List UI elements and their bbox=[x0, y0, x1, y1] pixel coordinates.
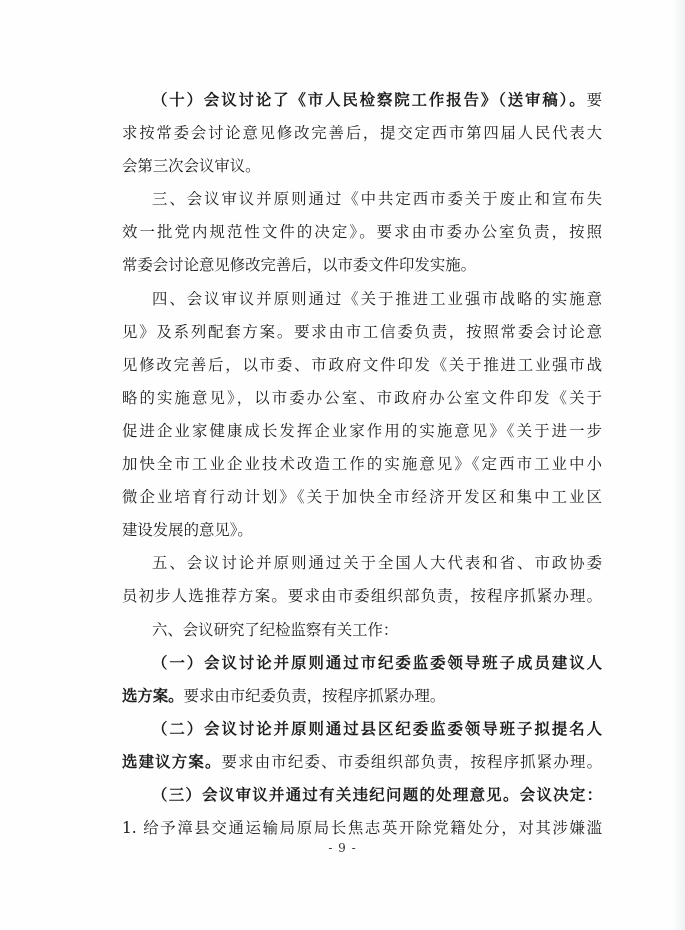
text-line bbox=[122, 713, 602, 746]
document-body bbox=[122, 84, 602, 845]
bold-text-segment: （三）会议审议并通过有关违纪问题的处理意见。会议决定： bbox=[152, 785, 602, 804]
text-segment: 略的实施意见》，以市委办公室、市政府办公室文件印发《关于 bbox=[122, 388, 602, 407]
text-segment: 建设发展的意见》。 bbox=[122, 521, 253, 540]
text-line bbox=[122, 117, 602, 150]
bold-text-segment: （十）会议讨论了《市人民检察院工作报告》（送审稿）。 bbox=[152, 91, 587, 109]
text-line bbox=[122, 183, 602, 216]
bold-text-segment: 选建议方案。 bbox=[122, 752, 222, 771]
text-segment: 效一批党内规范性文件的决定》。要求由市委办公室负责，按照 bbox=[122, 223, 602, 242]
text-line bbox=[122, 547, 602, 580]
text-line bbox=[122, 779, 602, 812]
text-line bbox=[122, 249, 602, 282]
text-segment: 五、会议讨论并原则通过关于全国人大代表和省、市政协委 bbox=[152, 554, 602, 573]
bold-text-segment: （一）会议讨论并原则通过市纪委监委领导班子成员建议人 bbox=[152, 653, 602, 672]
text-segment: 促进企业家健康成长发挥企业家作用的实施意见》《关于进一步 bbox=[122, 421, 602, 440]
text-line bbox=[122, 216, 602, 249]
text-line bbox=[122, 580, 602, 613]
bold-text-segment: 选方案。 bbox=[122, 686, 184, 705]
text-segment: 求按常委会讨论意见修改完善后，提交定西市第四届人民代表大 bbox=[122, 124, 602, 143]
text-line bbox=[122, 382, 602, 415]
text-line bbox=[122, 283, 602, 316]
text-segment: 三、会议审议并原则通过《中共定西市委关于废止和宣布失 bbox=[152, 190, 602, 209]
text-line bbox=[122, 746, 602, 779]
text-line bbox=[122, 349, 602, 382]
text-segment: 1. 给予漳县交通运输局原局长焦志英开除党籍处分，对其涉嫌滥 bbox=[122, 819, 602, 838]
text-line bbox=[122, 647, 602, 680]
text-line bbox=[122, 316, 602, 349]
bold-text-segment: （二）会议讨论并原则通过县区纪委监委领导班子拟提名人 bbox=[152, 719, 602, 738]
page-edge-shadow bbox=[671, 0, 685, 930]
text-segment: 要求由市纪委负责，按程序抓紧办理。 bbox=[183, 686, 446, 705]
text-segment: 见修改完善后，以市委、市政府文件印发《关于推进工业强市战 bbox=[122, 355, 602, 374]
text-segment: 员初步人选推荐方案。要求由市委组织部负责，按程序抓紧办理。 bbox=[122, 587, 602, 606]
page-number: - 9 - bbox=[328, 841, 357, 855]
text-line bbox=[122, 448, 602, 481]
text-segment: 六、会议研究了纪检监察有关工作： bbox=[152, 620, 399, 639]
text-segment: 见》及系列配套方案。要求由市工信委负责，按照常委会讨论意 bbox=[122, 322, 602, 341]
text-line bbox=[122, 680, 602, 713]
text-segment: 常委会讨论意见修改完善后，以市委文件印发实施。 bbox=[122, 256, 476, 275]
text-line bbox=[122, 84, 602, 117]
text-line bbox=[122, 514, 602, 547]
text-segment: 要 bbox=[586, 91, 602, 109]
text-segment: 四、会议审议并原则通过《关于推进工业强市战略的实施意 bbox=[152, 289, 602, 308]
text-segment: 微企业培育行动计划》《关于加快全市经济开发区和集中工业区 bbox=[122, 488, 602, 507]
text-line bbox=[122, 150, 602, 183]
text-segment: 加快全市工业企业技术改造工作的实施意见》《定西市工业中小 bbox=[122, 455, 602, 474]
text-line bbox=[122, 614, 602, 647]
text-line bbox=[122, 481, 602, 514]
text-line bbox=[122, 415, 602, 448]
text-segment: 要求由市纪委、市委组织部负责，按程序抓紧办理。 bbox=[221, 752, 602, 771]
text-segment: 会第三次会议审议。 bbox=[122, 157, 261, 176]
